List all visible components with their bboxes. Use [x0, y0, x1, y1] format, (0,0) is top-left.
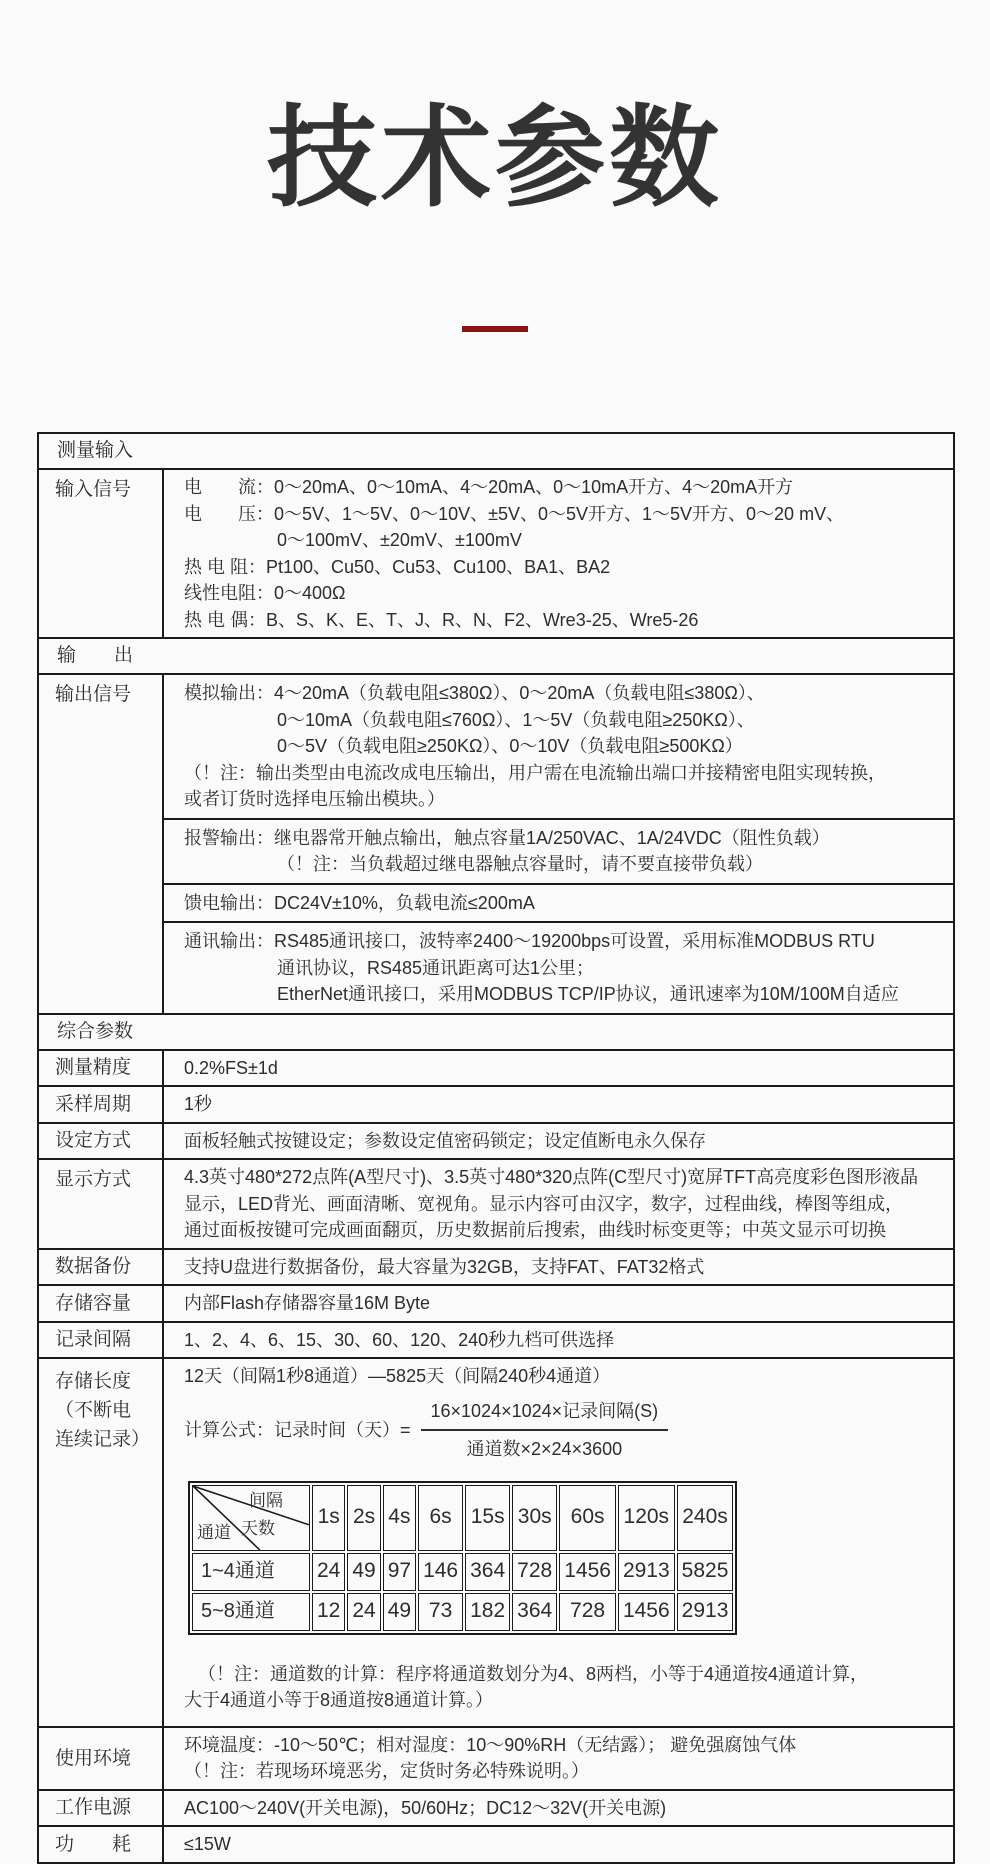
spec-line: 大于4通道小等于8通道按8通道计算。） [184, 1690, 494, 1710]
analog-output-block [164, 675, 953, 818]
spec-line: 0～100mV、±20mV、±100mV [277, 530, 522, 550]
formula-prefix: 计算公式：记录时间（天）= [184, 1419, 411, 1440]
spec-line: 0～5V（负载电阻≥250KΩ）、0～10V（负载电阻≥500KΩ） [277, 736, 743, 756]
spec-line: 馈电输出：DC24V±10%，负载电流≤200mA [184, 892, 535, 913]
days-cell: 2913 [677, 1593, 734, 1631]
section-output: 输 出 [39, 637, 953, 673]
diagonal-corner-cell [192, 1485, 310, 1551]
row-value-backup: 支持U盘进行数据备份，最大容量为32GB，支持FAT、FAT32格式 [162, 1250, 953, 1285]
spec-line: 0～10mA（负载电阻≤760Ω）、1～5V（负载电阻≥250KΩ）、 [277, 709, 755, 730]
storage-formula [184, 1398, 945, 1463]
days-cell: 73 [418, 1593, 463, 1631]
row-value-power-consumption: ≤15W [162, 1827, 953, 1862]
spec-line: 环境温度：-10～50℃；相对湿度：10～90%RH（无结露）； 避免强腐蚀气体 [184, 1734, 797, 1755]
row-environment [39, 1726, 953, 1789]
spec-table [37, 432, 955, 1864]
row-label-input-signal: 输入信号 [55, 479, 132, 500]
row-value-sampling: 1秒 [162, 1087, 953, 1122]
row-label-storage-length [39, 1359, 162, 1726]
corner-label-channel: 通道 [197, 1523, 231, 1542]
row-value-setting: 面板轻触式按键设定；参数设定值密码锁定；设定值断电永久保存 [162, 1124, 953, 1159]
formula-fraction [421, 1398, 669, 1463]
row-value-capacity: 内部Flash存储器容量16M Byte [162, 1286, 953, 1321]
days-cell: 24 [312, 1553, 345, 1591]
interval-header: 4s [383, 1485, 416, 1551]
section-measure-input: 测量输入 [57, 440, 134, 461]
page [0, 70, 990, 1864]
row-label-interval: 记录间隔 [55, 1329, 132, 1351]
days-cell: 728 [512, 1553, 557, 1591]
row-interval [39, 1321, 953, 1358]
alarm-output-block [164, 818, 953, 883]
days-cell: 49 [347, 1553, 380, 1591]
days-cell: 2913 [618, 1553, 675, 1591]
channel-row-label: 5~8通道 [192, 1593, 310, 1631]
days-cell: 12 [312, 1593, 345, 1631]
row-label-environment: 使用环境 [55, 1747, 132, 1769]
row-value-interval: 1、2、4、6、15、30、60、120、240秒九档可供选择 [162, 1323, 953, 1358]
row-setting [39, 1122, 953, 1159]
days-cell: 182 [465, 1593, 510, 1631]
days-cell: 728 [559, 1593, 616, 1631]
row-label-power-consumption: 功 耗 [55, 1833, 132, 1855]
row-accuracy [39, 1049, 953, 1086]
row-value-display [162, 1160, 953, 1248]
spec-line: （！注：当负载超过继电器触点容量时，请不要直接带负载） [277, 854, 763, 874]
days-cell: 364 [512, 1593, 557, 1631]
corner-label-interval: 间隔 [249, 1490, 283, 1510]
days-cell: 146 [418, 1553, 463, 1591]
spec-line: 或者订货时选择电压输出模块。） [184, 789, 445, 809]
days-cell: 5825 [677, 1553, 734, 1591]
interval-header: 60s [559, 1485, 616, 1551]
spec-line: 通讯输出：RS485通讯接口，波特率2400～19200bps可设置，采用标准MODBUS RTU [184, 931, 875, 951]
row-label-power-supply: 工作电源 [55, 1797, 132, 1819]
row-sampling [39, 1085, 953, 1122]
row-label-accuracy: 测量精度 [55, 1057, 132, 1079]
section-general: 综合参数 [39, 1013, 953, 1049]
spec-line: （！注：若现场环境恶劣，定货时务必特殊说明。） [184, 1761, 589, 1781]
formula-numerator: 16×1024×1024×记录间隔(S) [421, 1398, 669, 1432]
row-value-input-signal [162, 470, 953, 637]
formula-denominator: 通道数×2×24×3600 [466, 1439, 623, 1459]
row-backup [39, 1248, 953, 1285]
days-cell: 1456 [559, 1553, 616, 1591]
row-label-output-signal: 输出信号 [55, 684, 132, 705]
interval-header: 240s [677, 1485, 734, 1551]
row-power-supply [39, 1789, 953, 1826]
spec-line: 报警输出：继电器常开触点输出，触点容量1A/250VAC、1A/24VDC（阻性负载） [184, 827, 830, 848]
storage-label-line: （不断电 [55, 1400, 132, 1421]
storage-label-line: 连续记录） [55, 1429, 151, 1450]
days-cell: 49 [383, 1593, 416, 1631]
row-output-signal [39, 673, 953, 1013]
interval-header: 2s [347, 1485, 380, 1551]
interval-header: 30s [512, 1485, 557, 1551]
spec-line: 热 电 偶：B、S、K、E、T、J、R、N、F2、Wre3-25、Wre5-26 [184, 609, 699, 630]
days-cell: 24 [347, 1593, 380, 1631]
days-cell: 97 [383, 1553, 416, 1591]
row-capacity [39, 1284, 953, 1321]
row-label-sampling: 采样周期 [55, 1093, 132, 1115]
table-row [192, 1593, 733, 1631]
row-label-setting: 设定方式 [55, 1130, 132, 1152]
row-value-power-supply: AC100～240V(开关电源)，50/60Hz；DC12～32V(开关电源) [162, 1791, 953, 1826]
spec-line: 线性电阻：0～400Ω [184, 583, 346, 603]
days-table-header-row [192, 1485, 733, 1551]
days-cell: 364 [465, 1553, 510, 1591]
row-value-output-signal [162, 675, 953, 1013]
interval-header: 1s [312, 1485, 345, 1551]
spec-line: （！注：输出类型由电流改成电压输出，用户需在电流输出端口并接精密电阻实现转换， [184, 762, 886, 783]
spec-line: 电 流：0～20mA、0～10mA、4～20mA、0～10mA开方、4～20mA开方 [184, 477, 794, 497]
page-title: 技术参数 [267, 97, 723, 220]
row-storage-length [39, 1357, 953, 1726]
row-value-accuracy: 0.2%FS±1d [162, 1051, 953, 1086]
comm-output-block [164, 921, 953, 1013]
interval-header: 6s [418, 1485, 463, 1551]
row-display [39, 1158, 953, 1248]
storage-label-line: 存储长度 [55, 1371, 132, 1392]
spec-line: EtherNet通讯接口，采用MODBUS TCP/IP协议，通讯速率为10M/100M自适应 [277, 984, 899, 1004]
feed-output-block [164, 883, 953, 922]
channel-row-label: 1~4通道 [192, 1553, 310, 1591]
row-input-signal [39, 468, 953, 637]
interval-header: 120s [618, 1485, 675, 1551]
row-value-environment [162, 1728, 953, 1789]
row-value-storage-length [162, 1359, 953, 1726]
interval-header: 15s [465, 1485, 510, 1551]
spec-line: （！注：通道数的计算：程序将通道数划分为4、8两档，小等于4通道按4通道计算， [198, 1663, 869, 1684]
spec-line: 通过面板按键可完成画面翻页，历史数据前后搜索，曲线时标变更等；中英文显示可切换 [184, 1220, 886, 1240]
spec-line: 通讯协议，RS485通讯距离可达1公里； [277, 957, 595, 978]
row-power-consumption [39, 1825, 953, 1862]
row-label-backup: 数据备份 [55, 1256, 132, 1278]
corner-label-days: 天数 [241, 1518, 275, 1538]
spec-line: 显示，LED背光、画面清晰、宽视角。显示内容可由汉字，数字，过程曲线，棒图等组成， [184, 1193, 904, 1214]
days-cell: 1456 [618, 1593, 675, 1631]
spec-line: 4.3英寸480*272点阵(A型尺寸)、3.5英寸480*320点阵(C型尺寸)宽屏TFT高亮度彩色图形液晶 [184, 1167, 919, 1187]
spec-line: 热 电 阻：Pt100、Cu50、Cu53、Cu100、BA1、BA2 [184, 556, 611, 577]
storage-days-table [188, 1481, 737, 1635]
spec-line: 模拟输出：4～20mA（负载电阻≤380Ω）、0～20mA（负载电阻≤380Ω）、 [184, 683, 765, 703]
storage-range: 12天（间隔1秒8通道）—5825天（间隔240秒4通道） [184, 1366, 611, 1386]
row-label-capacity: 存储容量 [55, 1292, 132, 1314]
row-label-display: 显示方式 [55, 1169, 132, 1190]
accent-divider [462, 326, 528, 332]
table-row [192, 1553, 733, 1591]
spec-line: 电 压：0～5V、1～5V、0～10V、±5V、0～5V开方、1～5V开方、0～20 mV、 [184, 503, 845, 524]
storage-note [184, 1661, 945, 1714]
